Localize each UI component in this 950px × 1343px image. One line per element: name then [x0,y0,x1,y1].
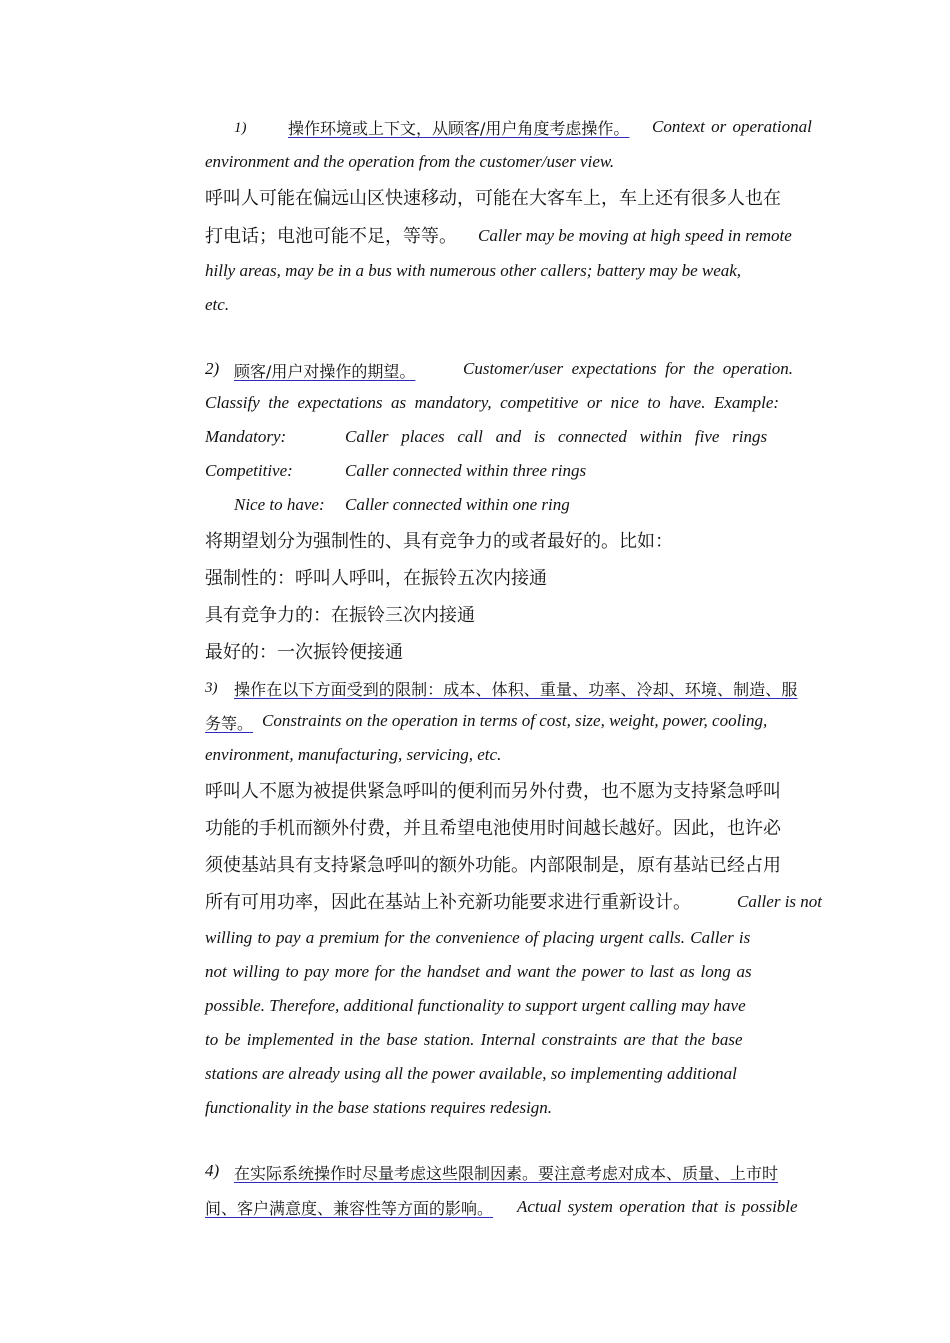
section-heading-en: Customer/user expectations for the operation. [463,359,794,378]
body-text-zh: 最好的：一次振铃便接通 [205,642,403,663]
section-heading-en: Constraints on the operation in terms of cost, size, weight, power, cooling, [262,711,768,730]
section-heading-en: Context or operational [652,117,812,136]
body-text-en: functionality in the base stations requires redesign. [205,1098,553,1117]
item-number: 2) [205,359,220,378]
expectation-text: Caller places call and is connected within five rings [345,427,768,446]
body-text-en: etc. [205,295,230,314]
body-text-zh: 打电话；电池可能不足，等等。 [205,226,457,247]
expectation-label: Mandatory: [205,427,287,446]
body-text-zh: 将期望划分为强制性的、具有竞争力的或者最好的。比如： [205,531,673,552]
section-heading-zh: 在实际系统操作时尽量考虑这些限制因素。要注意考虑对成本、质量、上市时 [234,1164,779,1183]
body-text-en: willing to pay a premium for the convenience of placing urgent calls. Caller is [205,928,751,947]
section-heading-zh: 操作环境或上下文，从顾客/用户角度考虑操作。 [288,119,630,138]
body-text-en: to be implemented in the base station. Internal constraints are that the base [205,1030,743,1049]
body-text-zh: 功能的手机而额外付费，并且希望电池使用时间越长越好。因此，也许必 [205,818,781,839]
item-number: 3) [205,680,218,696]
body-text-zh: 所有可用功率，因此在基站上补充新功能要求进行重新设计。 [205,892,691,913]
item-number: 1) [234,120,247,136]
section-heading-zh: 操作在以下方面受到的限制：成本、体积、重量、功率、冷却、环境、制造、服 [234,680,798,699]
body-text-en: possible. Therefore, additional functionality to support urgent calling may have [205,996,746,1015]
body-text-zh: 呼叫人不愿为被提供紧急呼叫的便利而另外付费，也不愿为支持紧急呼叫 [205,781,781,802]
body-text-zh: 强制性的：呼叫人呼叫，在振铃五次内接通 [205,568,547,589]
body-text-en: hilly areas, may be in a bus with numerous other callers; battery may be weak, [205,261,742,280]
section-heading-zh: 顾客/用户对操作的期望。 [234,362,416,381]
section-heading-zh-cont: 间、客户满意度、兼容性等方面的影响。 [205,1199,494,1218]
body-text-en: stations are already using all the power available, so implementing additional [205,1064,737,1083]
body-text-en: not willing to pay more for the handset and want the power to last as long as [205,962,752,981]
body-text-zh: 具有竞争力的：在振铃三次内接通 [205,605,475,626]
item-number: 4) [205,1161,220,1180]
body-text-zh: 须使基站具有支持紧急呼叫的额外功能。内部限制是，原有基站已经占用 [205,855,781,876]
section-heading-en-cont: environment, manufacturing, servicing, etc. [205,745,502,764]
section-heading-en-cont: environment and the operation from the customer/user view. [205,152,615,171]
expectation-label: Competitive: [205,461,293,480]
section-heading-en: Actual system operation that is possible [517,1197,798,1216]
classify-text: Classify the expectations as mandatory, competitive or nice to have. Example: [205,393,780,412]
body-text-en: Caller is not [737,892,823,911]
body-text-zh: 呼叫人可能在偏远山区快速移动，可能在大客车上，车上还有很多人也在 [205,188,781,209]
expectation-text: Caller connected within three rings [345,461,587,480]
body-text-en: Caller may be moving at high speed in remote [478,226,792,245]
expectation-label: Nice to have: [234,495,325,514]
expectation-text: Caller connected within one ring [345,495,570,514]
section-heading-zh-cont: 务等。 [205,714,254,733]
